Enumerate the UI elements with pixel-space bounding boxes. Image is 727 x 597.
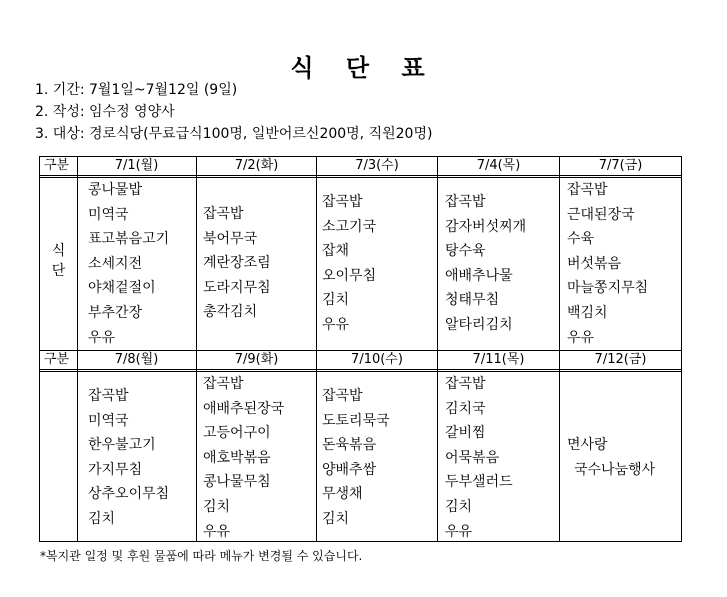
menu-item: 도라지무침 [203, 279, 271, 296]
menu-item: 고등어구이 [203, 425, 271, 442]
menu-item: 북어무국 [203, 230, 258, 247]
menu-item: 표고볶음고기 [88, 231, 170, 248]
column-divider [316, 157, 317, 541]
menu-item: 국수나눔행사 [574, 461, 656, 478]
menu-item: 잡채 [322, 243, 350, 260]
menu-item: 감자버섯찌개 [445, 218, 527, 235]
menu-item: 우유 [88, 329, 116, 346]
column-divider [77, 157, 78, 541]
menu-item: 양배추쌈 [322, 461, 377, 478]
menu-item: 부추간장 [88, 304, 143, 321]
menu-cell [88, 178, 169, 350]
menu-item: 계란장조림 [203, 255, 271, 272]
menu-item: 가지무침 [88, 461, 143, 478]
menu-item: 근대된장국 [567, 206, 635, 223]
menu-item: 두부샐러드 [445, 474, 513, 491]
menu-cell [322, 190, 376, 338]
menu-item: 마늘쫑지무침 [567, 280, 649, 297]
menu-item: 한우불고기 [88, 437, 156, 454]
menu-item: 돈육볶음 [322, 437, 377, 454]
day-header: 7/3(수) [355, 158, 399, 173]
menu-item: 우유 [445, 523, 473, 540]
menu-item: 잡곡밥 [567, 182, 608, 198]
menu-item: 알타리김치 [445, 316, 513, 333]
menu-item: 김치 [322, 292, 350, 309]
menu-item: 어묵볶음 [445, 449, 500, 466]
menu-item: 잡곡밥 [203, 376, 244, 392]
column-divider [559, 157, 560, 541]
menu-item: 총각김치 [203, 304, 258, 321]
menu-item: 콩나물밥 [88, 182, 143, 198]
menu-item: 잡곡밥 [203, 206, 244, 222]
header-label: 구분 [44, 158, 70, 173]
info-author: 2. 작성: 임수정 영양사 [35, 104, 175, 120]
menu-item: 야채겉절이 [88, 280, 156, 297]
column-divider [437, 157, 438, 541]
menu-cell [567, 433, 655, 482]
footer-note: *복지관 일정 및 후원 물품에 따라 메뉴가 변경될 수 있습니다. [40, 549, 363, 563]
menu-item: 무생채 [322, 486, 363, 503]
menu-cell [322, 384, 390, 532]
side-label-char: 식 [51, 243, 66, 259]
menu-item: 도토리묵국 [322, 412, 390, 429]
menu-item: 면사랑 [567, 437, 608, 453]
menu-cell [88, 384, 169, 532]
menu-cell [445, 372, 513, 544]
menu-item: 김치 [322, 510, 350, 527]
menu-item: 콩나물무침 [203, 474, 271, 491]
menu-item: 소고기국 [322, 218, 377, 235]
menu-item: 버섯볶음 [567, 255, 622, 272]
header-divider [40, 369, 681, 372]
day-header: 7/4(목) [476, 158, 521, 173]
menu-item: 수육 [567, 231, 595, 248]
menu-item: 김치국 [445, 400, 486, 417]
side-label [40, 241, 77, 281]
page-title: 식 단 표 [290, 54, 437, 82]
menu-item: 애배추나물 [445, 267, 513, 284]
menu-item: 백김치 [567, 304, 608, 321]
day-header: 7/12(금) [594, 352, 647, 367]
menu-item: 김치 [88, 510, 116, 527]
menu-item: 소세지전 [88, 255, 143, 272]
menu-item: 갈비찜 [445, 425, 486, 442]
day-header: 7/7(금) [598, 158, 643, 173]
header-label: 구분 [44, 352, 70, 367]
menu-item: 탕수육 [445, 243, 486, 260]
day-header: 7/11(목) [472, 352, 525, 367]
day-header: 7/1(월) [114, 158, 159, 173]
menu-item: 우유 [203, 523, 231, 540]
menu-item: 잡곡밥 [445, 194, 486, 210]
menu-item: 오이무침 [322, 267, 377, 284]
menu-item: 애배추된장국 [203, 400, 285, 417]
side-label-char: 단 [51, 263, 66, 279]
menu-cell [203, 372, 284, 544]
info-target: 3. 대상: 경로식당(무료급식100명, 일반어르신200명, 직원20명) [35, 126, 433, 142]
menu-item: 김치 [445, 498, 473, 515]
menu-cell [445, 190, 526, 338]
menu-table [39, 156, 682, 542]
menu-item: 애호박볶음 [203, 449, 271, 466]
info-period: 1. 기간: 7월1일~7월12일 (9일) [35, 82, 238, 98]
day-header: 7/10(수) [351, 352, 403, 367]
menu-item: 우유 [567, 329, 595, 346]
day-header: 7/2(화) [234, 158, 279, 173]
menu-item: 잡곡밥 [445, 376, 486, 392]
menu-item: 미역국 [88, 206, 129, 223]
menu-item: 김치 [203, 498, 231, 515]
menu-item: 미역국 [88, 412, 129, 429]
menu-item: 잡곡밥 [322, 388, 363, 404]
menu-item: 잡곡밥 [88, 388, 129, 404]
day-header: 7/8(월) [114, 352, 159, 367]
day-header: 7/9(화) [234, 352, 279, 367]
menu-cell [567, 178, 648, 350]
menu-item: 상추오이무침 [88, 486, 170, 503]
menu-item: 잡곡밥 [322, 194, 363, 210]
menu-cell [203, 202, 271, 325]
menu-item: 청태무침 [445, 292, 500, 309]
column-divider [196, 157, 197, 541]
menu-item: 우유 [322, 316, 350, 333]
